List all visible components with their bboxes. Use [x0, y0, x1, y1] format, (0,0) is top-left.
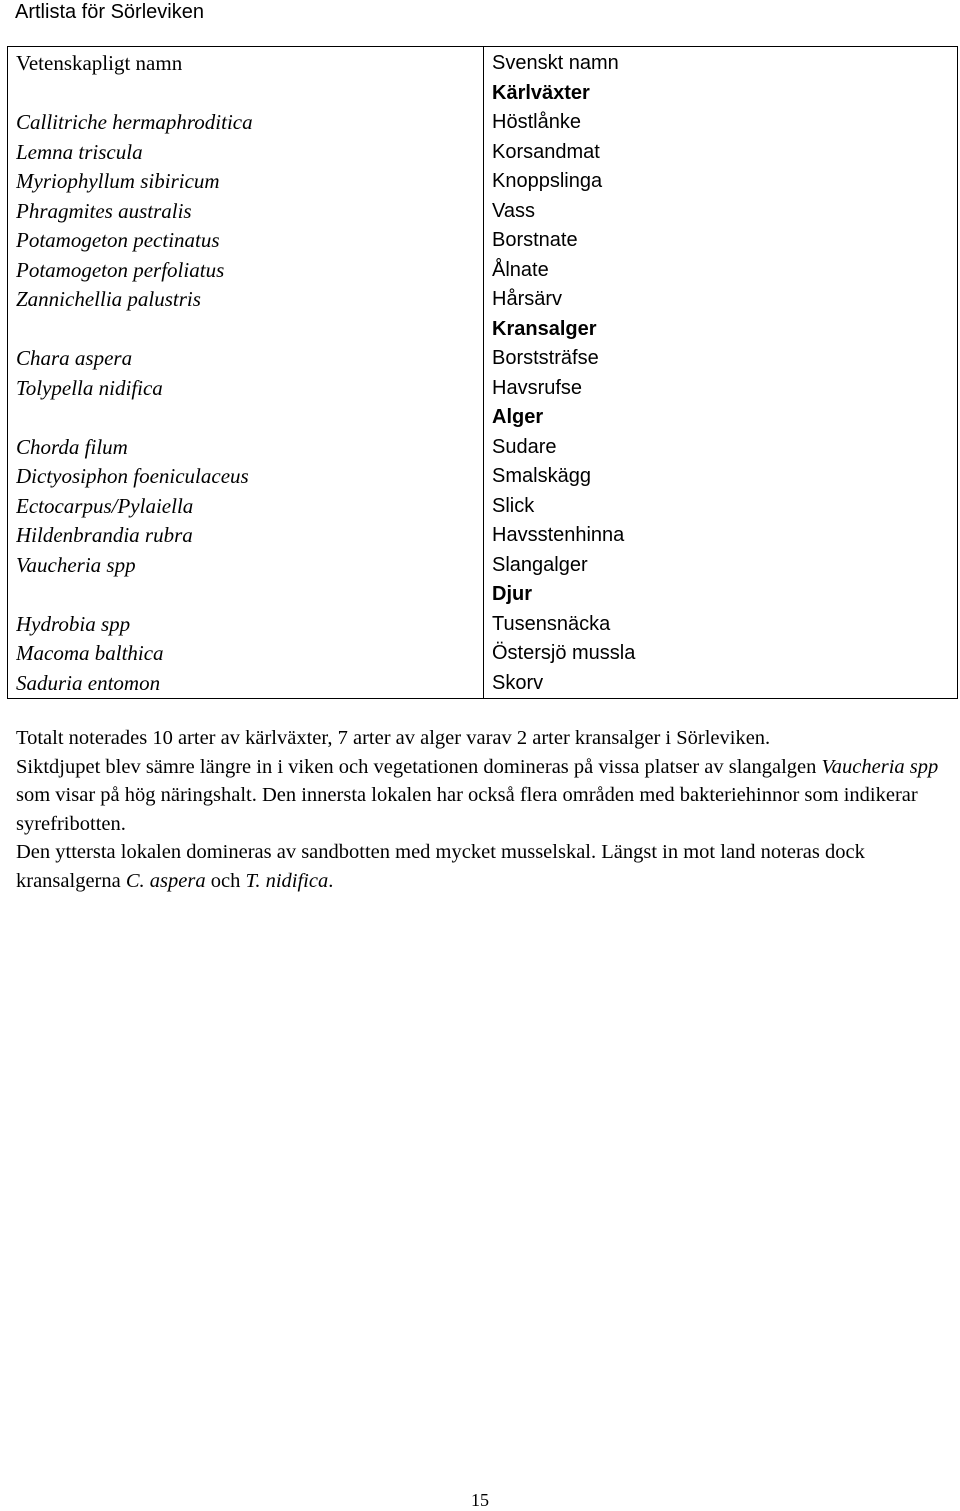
summary-text: [16, 724, 952, 895]
scientific-name: [16, 315, 475, 345]
text-span: Den yttersta lokalen domineras av sandbotten med mycket musselskal. Längst in mot land noteras dock kransalgerna: [16, 841, 865, 892]
group-heading: Kransalger: [492, 317, 597, 340]
page-number: 15: [471, 1490, 489, 1510]
scientific-name: Chara aspera: [16, 346, 133, 370]
table-row: [8, 47, 958, 699]
paragraph-visibility: [16, 753, 952, 839]
common-name: Havsrufse: [492, 376, 583, 399]
common-name: Knoppslinga: [492, 170, 603, 192]
common-name: Ålnate: [492, 258, 549, 281]
text-span: som visar på hög näringshalt. Den innersta lokalen har också flera områden med bakteriehinnor som indikerar syrefribotten.: [16, 784, 918, 835]
scientific-name: Tolypella nidifica: [16, 375, 163, 400]
scientific-name: Myriophyllum sibiricum: [16, 169, 220, 193]
scientific-name-column: [8, 47, 484, 699]
species-name-italic: C. aspera: [125, 869, 206, 892]
common-name: Östersjö mussla: [492, 642, 636, 664]
text-span: Siktdjupet blev sämre längre in i viken och vegetationen domineras på vissa platser av slangalgen: [16, 755, 822, 778]
scientific-name: Hydrobia spp: [16, 611, 131, 636]
group-heading: Djur: [492, 583, 532, 605]
common-name: Vass: [492, 199, 535, 222]
column-header-scientific: Vetenskapligt namn: [16, 51, 183, 75]
scientific-name: Potamogeton pectinatus: [16, 228, 220, 252]
scientific-name: Callitriche hermaphroditica: [16, 110, 253, 134]
scientific-name: [16, 403, 475, 433]
common-name: Höstlånke: [492, 111, 581, 133]
common-name: Skorv: [492, 671, 544, 694]
common-name: Borststräfse: [492, 347, 599, 369]
scientific-name: [16, 79, 475, 109]
paragraph-outer-site: [16, 838, 952, 895]
scientific-name: Zannichellia palustris: [16, 287, 201, 311]
group-heading: Kärlväxter: [492, 81, 590, 104]
paragraph-summary-counts: Totalt noterades 10 arter av kärlväxter, 7 arter av alger varav 2 arter kransalger i Sörleviken.: [16, 727, 771, 749]
column-header-common: Svenskt namn: [492, 52, 619, 74]
scientific-name: Lemna triscula: [16, 139, 143, 164]
common-name: Tusensnäcka: [492, 612, 611, 635]
species-name-italic: T. nidifica: [245, 869, 329, 892]
common-name: Korsandmat: [492, 140, 600, 163]
common-name: Borstnate: [492, 229, 578, 251]
common-name: Slick: [492, 494, 535, 517]
scientific-name: [16, 580, 475, 610]
scientific-name: Potamogeton perfoliatus: [16, 257, 225, 282]
scientific-name: Vaucheria spp: [16, 552, 136, 577]
common-name: Sudare: [492, 435, 557, 458]
common-name: Slangalger: [492, 553, 588, 576]
common-name: Smalskägg: [492, 465, 591, 487]
document-title: Artlista för Sörleviken: [15, 1, 204, 23]
text-span: .: [328, 869, 334, 892]
common-name: Havsstenhinna: [492, 524, 625, 546]
group-heading: Alger: [492, 406, 544, 428]
species-table: [7, 46, 958, 699]
scientific-name: Phragmites australis: [16, 198, 192, 223]
common-name-column: [484, 47, 958, 699]
text-span: och: [205, 869, 246, 892]
scientific-name: Ectocarpus/Pylaiella: [16, 493, 194, 518]
scientific-name: Chorda filum: [16, 434, 128, 459]
scientific-name: Hildenbrandia rubra: [16, 523, 193, 547]
species-name-italic: Vaucheria spp: [821, 755, 939, 778]
scientific-name: Macoma balthica: [16, 641, 164, 665]
common-name: Hårsärv: [492, 288, 563, 310]
scientific-name: Saduria entomon: [16, 670, 161, 695]
scientific-name: Dictyosiphon foeniculaceus: [16, 464, 249, 488]
